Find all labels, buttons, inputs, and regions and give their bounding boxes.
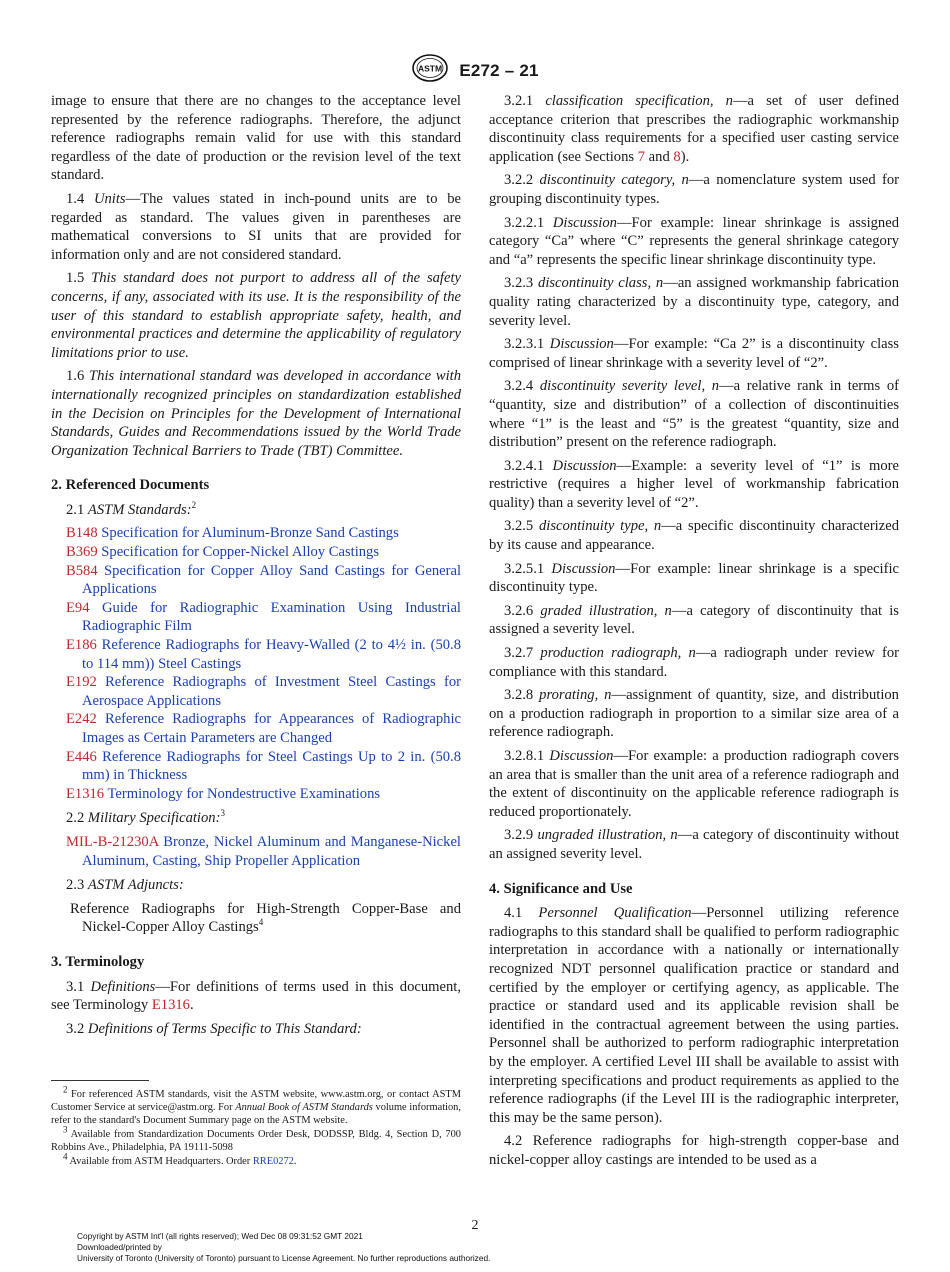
paragraph-4-1: 4.1 Personnel Qualification—Personnel utilizing reference radiographs to this standard shall be qualified to perform radiographic interpretation in accordance with a nationally or internationally recognized NDT personnel qualification practice or standard and certified by the employer or certifying agency, as applicable. The practice or standard used and its applicable revision shall be identified in the contractual agreement between the using parties. Personnel shall be authorized to perform radiographic interpretation by the employer. A certified Level III shall be available to assist with interpreting specifications and product requirements as applied to the reference radiographs (if the Level III is the radiographic interpreter, this may be the same person).: [489, 905, 899, 1126]
definition-3-2-4: 3.2.4 discontinuity severity level, n—a relative rank in terms of “quantity, size and distribution” of a collection of discontinuities where “1” is the least and “5” is the greatest “quantity, size and distribution” present on the reference radiograph.: [489, 378, 899, 451]
paragraph-4-2: 4.2 Reference radiographs for high-strength copper-base and nickel-copper alloy castings are intended to be used as a: [489, 1133, 899, 1168]
reference-item[interactable]: E186 Reference Radiographs for Heavy-Walled (2 to 4½ in. (50.8 to 114 mm)) Steel Castings: [66, 637, 462, 672]
e1316-link[interactable]: E1316: [151, 997, 190, 1014]
definition-3-2-3-1: 3.2.3.1 Discussion—For example: “Ca 2” is a discontinuity class comprised of linear shrinkage with a severity level of “2”.: [489, 336, 899, 371]
paragraph-2-2: 2.2 Military Specification:$^3$: [66, 808, 225, 827]
definition-3-2-9: 3.2.9 ungraded illustration, n—a category of discontinuity without an assigned severity level.: [489, 827, 899, 862]
standard-designation: E272 – 21: [459, 60, 539, 80]
reference-item[interactable]: E446 Reference Radiographs for Steel Castings Up to 2 in. (50.8 mm) in Thickness: [66, 748, 461, 784]
section-8-link[interactable]: 8: [673, 148, 681, 165]
definition-3-2-4-1: 3.2.4.1 Discussion—Example: a severity level of “1” is more restrictive (requires a higher level of workmanship fabrication quality) than a severity level of “2”.: [489, 457, 899, 511]
definition-3-2-8: 3.2.8 prorating, n—assignment of quantity, size, and distribution on a production radiograph in proportion to a similar size area of a reference radiograph.: [489, 687, 899, 741]
astm-reference-list: [51, 524, 461, 803]
paragraph-1-4: 1.4 Units—The values stated in inch-pound units are to be regarded as standard. The values given in parentheses are mathematical conversions to SI units that are provided for information only and are not considered standard.: [51, 190, 462, 263]
rre0272-link[interactable]: RRE0272: [252, 1156, 294, 1167]
definition-3-2-1: 3.2.1 classification specification, n—a set of user defined acceptance criterion that prescribes the radiographic workmanship discontinuity class requirements for a specified user casting service application (see Sections 7 and 8).: [489, 93, 899, 165]
definition-3-2-6: 3.2.6 graded illustration, n—a category of discontinuity that is assigned a severity level.: [489, 602, 899, 638]
continued-paragraph: image to ensure that there are no changes to the acceptance level represented by the reference radiographs. Therefore, the adjunct reference radiographs remain valid for use with this standard regardless of the date of production or the revision level of the text standard.: [51, 93, 461, 184]
copyright-line: University of Toronto (University of Toronto) pursuant to License Agreement. No further reproductions authorized.: [77, 1253, 491, 1263]
reference-item[interactable]: E94 Guide for Radiographic Examination Using Industrial Radiographic Film: [66, 599, 461, 635]
definition-3-2-5: 3.2.5 discontinuity type, n—a specific discontinuity characterized by its cause and appearance.: [489, 518, 899, 554]
reference-item[interactable]: E192 Reference Radiographs of Investment Steel Castings for Aerospace Applications: [66, 674, 461, 709]
paragraph-2-1: 2.1 ASTM Standards:$^2$: [66, 500, 197, 518]
definition-3-2-5-1: 3.2.5.1 Discussion—For example: linear shrinkage is a specific discontinuity type.: [489, 560, 899, 596]
military-reference-list: [51, 833, 461, 870]
reference-item[interactable]: E242 Reference Radiographs for Appearances of Radiographic Images as Certain Parameters are Changed: [66, 711, 461, 746]
reference-item[interactable]: E1316 Terminology for Nondestructive Examinations: [66, 785, 381, 802]
definition-3-2-8-1: 3.2.8.1 Discussion—For example: a production radiograph covers an area that is smaller than the unit area of a reference radiograph and the extent of discontinuity on the applicable reference radiograph is reduced proportionately.: [489, 748, 899, 820]
logo-text: ASTM: [418, 63, 443, 74]
adjunct-item: Reference Radiographs for High-Strength Copper-Base and Nickel-Copper Alloy Castings$^4$: [70, 900, 461, 936]
left-column: [51, 92, 461, 1043]
copyright-line: Copyright by ASTM Int'l (all rights reserved); Wed Dec 08 09:31:52 GMT 2021: [77, 1231, 363, 1241]
page-number: 2: [471, 1218, 479, 1233]
copyright-notice: [77, 1231, 490, 1264]
section-3-heading: 3. Terminology: [51, 953, 145, 970]
paragraph-3-2: 3.2 Definitions of Terms Specific to This Standard:: [66, 1020, 362, 1037]
definition-3-2-2: 3.2.2 discontinuity category, n—a nomenclature system used for grouping discontinuity types.: [489, 172, 900, 207]
paragraph-1-6: 1.6 This international standard was developed in accordance with internationally recognized principles on standardization established in the Decision on Principles for the Development of International Standards, Guides and Recommendations issued by the World Trade Organization Technical Barriers to Trade (TBT) Committee.: [51, 368, 462, 459]
definition-3-2-7: 3.2.7 production radiograph, n—a radiograph under review for compliance with this standard.: [489, 645, 899, 680]
copyright-line: Downloaded/printed by: [77, 1242, 162, 1252]
definition-3-2-3: 3.2.3 discontinuity class, n—an assigned workmanship fabrication quality rating characterized by a discontinuity type, category, and severity level.: [489, 275, 899, 329]
reference-item[interactable]: B584 Specification for Copper Alloy Sand Castings for General Applications: [66, 562, 462, 598]
footnote-2: $^2$ For referenced ASTM standards, visit the ASTM website, www.astm.org, or contact ASTM Customer Service at service@astm.org. For Annual Book of ASTM Standards volume information, refer to the standard's Document Summary page on the ASTM website.: [51, 1084, 461, 1126]
footnote-4: $^4$ Available from ASTM Headquarters. Order RRE0272.: [63, 1151, 297, 1167]
astm-logo-icon: [411, 53, 449, 88]
paragraph-1-5: 1.5 This standard does not purport to address all of the safety concerns, if any, associated with its use. It is the responsibility of the user of this standard to establish appropriate safety, health, and environmental practices and determine the applicability of regulatory limitations prior to use.: [51, 270, 461, 361]
paragraph-2-3: 2.3 ASTM Adjuncts:: [66, 877, 184, 894]
reference-item[interactable]: B148 Specification for Aluminum-Bronze Sand Castings: [66, 525, 399, 542]
page-header: [0, 53, 950, 88]
footnote-divider: [51, 1080, 149, 1081]
footnote-3: $^3$ Available from Standardization Documents Order Desk, DODSSP, Bldg. 4, Section D, 700 Robbins Ave., Philadelphia, PA 19111-5098: [51, 1124, 462, 1153]
definition-3-2-2-1: 3.2.2.1 Discussion—For example: linear shrinkage is assigned category “Ca” where “C” represents the general shrinkage category and “a” represents the specific linear shrinkage discontinuity type.: [489, 214, 899, 268]
paragraph-3-1: 3.1 Definitions—For definitions of terms used in this document, see Terminology E1316.: [51, 978, 461, 1014]
right-column: [489, 92, 899, 1174]
footnotes: [51, 1084, 462, 1169]
reference-item[interactable]: MIL-B-21230A Bronze, Nickel Aluminum and Manganese-Nickel Aluminum, Casting, Ship Propeller Application: [66, 833, 461, 869]
reference-item[interactable]: B369 Specification for Copper-Nickel Alloy Castings: [66, 544, 380, 561]
section-4-heading: 4. Significance and Use: [489, 880, 633, 897]
section-7-link[interactable]: 7: [637, 148, 646, 165]
section-2-heading: 2. Referenced Documents: [51, 477, 210, 494]
